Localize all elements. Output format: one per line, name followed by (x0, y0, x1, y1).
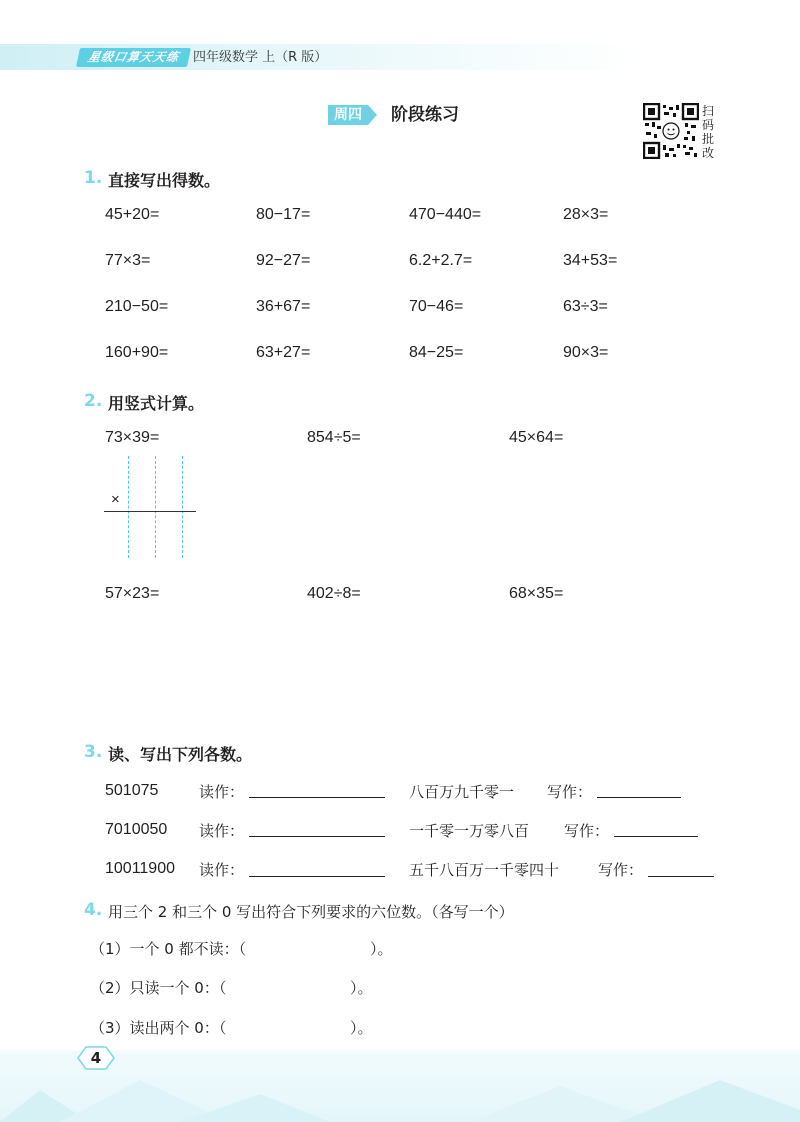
mountain-decoration (0, 1050, 800, 1122)
section3-title: 读、写出下列各数。 (108, 745, 253, 764)
s1-exercise: 84−25= (409, 344, 464, 361)
section3-number: 3. (84, 742, 103, 762)
read-label: 读作： (199, 861, 245, 879)
write-answer-line[interactable] (648, 876, 714, 877)
number-to-read: 10011900 (105, 860, 175, 877)
s2-exercise: 73×39= (105, 429, 160, 446)
qr-code-icon[interactable] (643, 103, 699, 159)
times-sign: × (111, 491, 120, 508)
s4-item-suffix: ）。 (350, 979, 373, 997)
read-answer-line[interactable] (249, 797, 385, 798)
s1-exercise: 63÷3= (563, 298, 608, 315)
day-badge: 周四 (328, 105, 368, 125)
write-label: 写作： (547, 783, 593, 801)
book-info: 四年级数学 上（R 版） (193, 50, 328, 65)
s1-exercise: 90×3= (563, 344, 609, 361)
s1-exercise: 80−17= (256, 206, 311, 223)
series-title: 星级口算天天练 (76, 48, 191, 67)
write-label: 写作： (564, 822, 610, 840)
s1-exercise: 70−46= (409, 298, 464, 315)
section4-title: 用三个 2 和三个 0 写出符合下列要求的六位数。（各写一个） (108, 903, 514, 921)
write-label: 写作： (598, 861, 644, 879)
s1-exercise: 45+20= (105, 206, 160, 223)
s2-exercise: 57×23= (105, 585, 160, 602)
calculation-line (104, 511, 196, 512)
s4-item-suffix: ）。 (350, 1019, 373, 1037)
s1-exercise: 36+67= (256, 298, 311, 315)
read-answer-line[interactable] (249, 876, 385, 877)
column-guide-line (128, 456, 129, 558)
page-number: 4 (90, 1049, 102, 1067)
s1-exercise: 470−440= (409, 206, 482, 223)
s1-exercise: 6.2+2.7= (409, 252, 473, 269)
write-answer-line[interactable] (597, 797, 681, 798)
words-to-write: 八百万九千零一 (409, 783, 515, 801)
s4-item-prefix: （3）读出两个 0：（ (90, 1019, 227, 1037)
s2-exercise: 45×64= (509, 429, 564, 446)
read-label: 读作： (199, 783, 245, 801)
s1-exercise: 160+90= (105, 344, 169, 361)
s4-item-prefix: （2）只读一个 0：（ (90, 979, 227, 997)
write-answer-line[interactable] (614, 836, 698, 837)
read-answer-line[interactable] (249, 836, 385, 837)
badge-arrow (368, 105, 377, 125)
footer-band (0, 1050, 800, 1122)
section2-number: 2. (84, 391, 103, 411)
s2-exercise: 854÷5= (307, 429, 361, 446)
section1-title: 直接写出得数。 (108, 171, 221, 190)
page-title: 阶段练习 (391, 105, 459, 125)
s4-item-suffix: ）。 (370, 940, 393, 958)
number-to-read: 7010050 (105, 821, 168, 838)
section1-number: 1. (84, 168, 103, 188)
column-guide-line (182, 456, 183, 558)
scan-to-grade-label: 扫码批改 (702, 104, 715, 160)
number-to-read: 501075 (105, 782, 159, 799)
s2-exercise: 68×35= (509, 585, 564, 602)
s4-item-prefix: （1）一个 0 都不读：（ (90, 940, 247, 958)
words-to-write: 一千零一万零八百 (409, 822, 530, 840)
read-label: 读作： (199, 822, 245, 840)
s1-exercise: 77×3= (105, 252, 151, 269)
section4-number: 4. (84, 900, 103, 920)
s1-exercise: 210−50= (105, 298, 169, 315)
words-to-write: 五千八百万一千零四十 (409, 861, 560, 879)
s1-exercise: 92−27= (256, 252, 311, 269)
s1-exercise: 63+27= (256, 344, 311, 361)
s1-exercise: 28×3= (563, 206, 609, 223)
column-guide-line (155, 456, 156, 558)
s2-exercise: 402÷8= (307, 585, 361, 602)
s1-exercise: 34+53= (563, 252, 618, 269)
section2-title: 用竖式计算。 (108, 394, 205, 413)
